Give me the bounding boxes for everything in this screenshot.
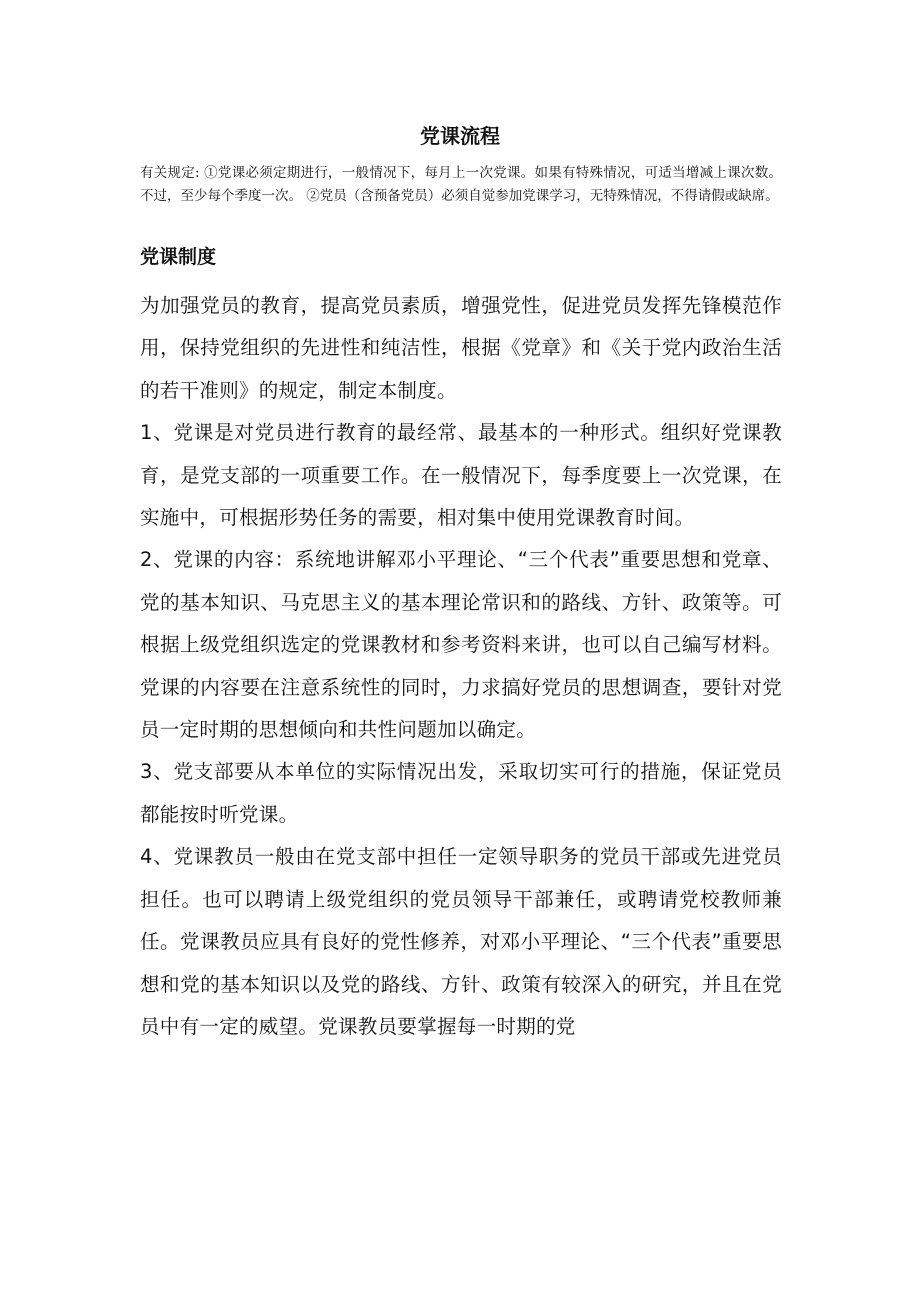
paragraph-intro: 为加强党员的教育，提高党员素质，增强党性，促进党员发挥先锋模范作用，保持党组织的先进性和纯洁性，根据《党章》和《关于党内政治生活的若干准则》的规定，制定本制度。 — [140, 294, 782, 402]
paragraph-3: 3、党支部要从本单位的实际情况出发，采取切实可行的措施，保证党员都能按时听党课。 — [140, 760, 782, 826]
document-title: 党课流程 — [420, 124, 500, 148]
paragraph-2: 2、党课的内容：系统地讲解邓小平理论、“三个代表”重要思想和党章、党的基本知识、马克思主义的基本理论常识和的路线、方针、政策等。可根据上级党组织选定的党课教材和参考资料来讲，也可以自己编写材料。党课的内容要在注意系统性的同时，力求搞好党员的思想调查，要针对党员一定时期的思想倾向和共性问题加以确定。 — [140, 548, 782, 742]
document-body — [140, 285, 782, 1048]
rules-note: 有关规定: ①党课必须定期进行，一般情况下，每月上一次党课。如果有特殊情况，可适当增减上课次数。不过，至少每个季度一次。 ②党员（含预备党员）必须自觉参加党课学习，无特殊情况，不得请假或缺席。 — [140, 165, 782, 204]
paragraph-4: 4、党课教员一般由在党支部中担任一定领导职务的党员干部或先进党员担任。也可以聘请上级党组织的党员领导干部兼任，或聘请党校教师兼任。党课教员应具有良好的党性修养，对邓小平理论、“三个代表”重要思想和党的基本知识以及党的路线、方针、政策有较深入的研究，并且在党员中有一定的威望。党课教员要掌握每一时期的党 — [140, 845, 782, 1038]
section-heading: 党课制度 — [140, 246, 217, 268]
paragraph-1: 1、党课是对党员进行教育的最经常、最基本的一种形式。组织好党课教育，是党支部的一项重要工作。在一般情况下，每季度要上一次党课，在实施中，可根据形势任务的需要，相对集中使用党课教育时间。 — [140, 421, 782, 530]
